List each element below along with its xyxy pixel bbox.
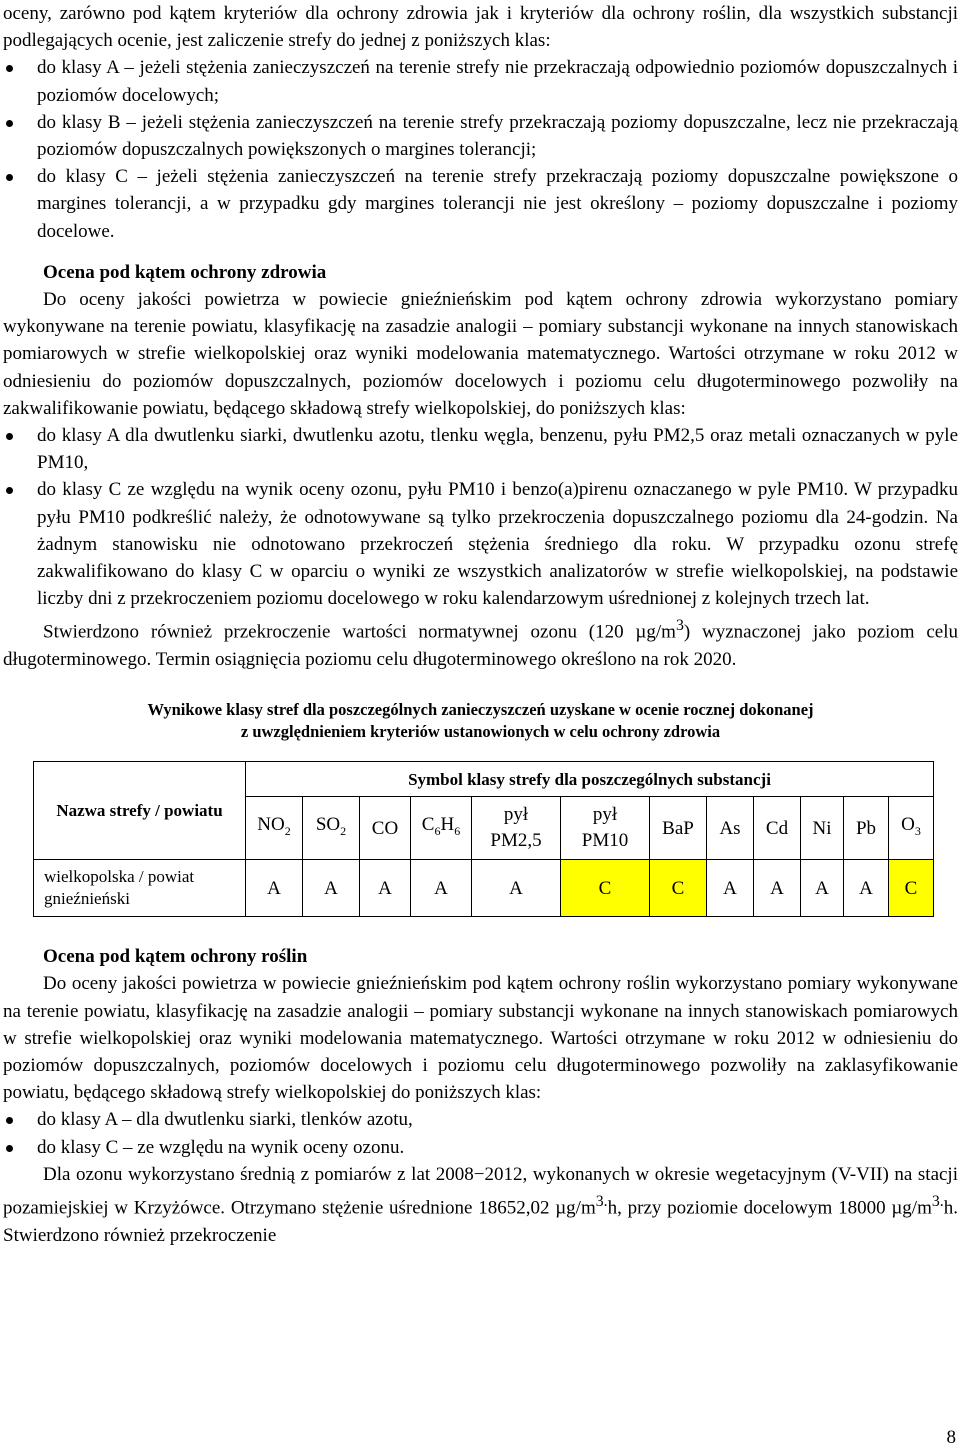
class-cell-highlighted: C (650, 860, 707, 917)
col-bap: BaP (650, 797, 707, 860)
col-no2: $NO_2$ (246, 797, 303, 860)
ozone-paragraph: Dla ozonu wykorzystano średnią z pomiarów z lat 2008−2012, wykonanych w okresie wegetacyjnym (V-VII) na stacji pozamiejskiej w Krzyżówce. Otrzymano stężenie uśrednione 18652,02 $\mu g/m^{3.}h$, przy poziomie docelowym 18000 $\mu g/m^{3.}h$. Stwierdzono również przekroczenie (3, 1163, 958, 1246)
health-closing-paragraph: Stwierdzono również przekroczenie wartości normatywnej ozonu (120 $\mu g/m^3$) wyznaczonej jako poziom celu długoterminowego. Termin osiągnięcia poziomu celu długoterminowego określono na rok 2020. (3, 617, 959, 670)
class-cell: A (411, 860, 472, 917)
section-heading-plants: Ocena pod kątem ochrony roślin (43, 946, 308, 968)
list-item: do klasy C – jeżeli stężenia zanieczyszczeń na terenie strefy przekraczają poziomy dopuszczalne powiększone o margines tolerancji, a w przypadku gdy margines tolerancji nie jest określony – poziomy dopuszczalne i poziomy docelowe. (3, 163, 958, 245)
health-classes-list (3, 422, 958, 612)
col-pb: Pb (844, 797, 889, 860)
class-cell: A (801, 860, 844, 917)
col-o3: $O_3$ (889, 797, 934, 860)
class-cell: A (246, 860, 303, 917)
intro-paragraph: oceny, zarówno pod kątem kryteriów dla ochrony zdrowia jak i kryteriów dla ochrony roślin, dla wszystkich substancji podlegających ocenie, jest zaliczenie strefy do jednej z poniższych klas: (3, 3, 958, 52)
col-cd: Cd (754, 797, 801, 860)
health-paragraph: Do oceny jakości powietrza w powiecie gnieźnieńskim pod kątem ochrony zdrowia wykorzystano pomiary wykonywane na terenie powiatu, klasyfikację na zasadzie analogii – pomiary substancji wykonane na innych stanowiskach pomiarowych w strefie wielkopolskiej oraz wyniki modelowania matematycznego. Wartości otrzymane w roku 2012 w odniesieniu do poziomów dopuszczalnych, poziomów docelowych i poziomu celu długoterminowego pozwoliły na zakwalifikowanie powiatu, będącego składową strefy wielkopolskiej, do poniższych klas: (3, 289, 958, 419)
results-table (33, 761, 934, 917)
col-so2: $SO_2$ (303, 797, 360, 860)
zone-name-header: Nazwa strefy / powiatu (34, 762, 246, 860)
zone-name-cell: wielkopolska / powiat gnieźnieński (34, 860, 246, 917)
classes-list (3, 54, 958, 244)
col-co: CO (360, 797, 411, 860)
document-page (3, 0, 958, 1249)
table-caption: Wynikowe klasy stref dla poszczególnych zanieczyszczeń uzyskane w ocenie rocznej dokonanej z uwzględnieniem kryteriów ustanowionych w celu ochrony zdrowia (147, 700, 814, 742)
col-ni: Ni (801, 797, 844, 860)
class-cell: A (303, 860, 360, 917)
class-symbol-header: Symbol klasy strefy dla poszczególnych substancji (246, 762, 934, 797)
list-item: do klasy C ze względu na wynik oceny ozonu, pyłu PM10 i benzo(a)pirenu oznaczanego w pyle PM10. W przypadku pyłu PM10 podkreślić należy, że odnotowywane są tylko przekroczenia dopuszczalnego poziomu dla 24-godzin. Na żadnym stanowisku nie odnotowano przekroczeń stężenia średniego dla roku. W przypadku ozonu strefę zakwalifikowano do klasy C w oparciu o wyniki ze wszystkich analizatorów w strefie wielkopolskiej, na podstawie liczby dni z przekroczeniem poziomu docelowego w roku kalendarzowym uśrednionej z kolejnych trzech lat. (3, 476, 958, 612)
section-heading-health: Ocena pod kątem ochrony zdrowia (43, 261, 327, 283)
list-item: do klasy B – jeżeli stężenia zanieczyszczeń na terenie strefy przekraczają poziomy dopuszczalne, lecz nie przekraczają poziomów dopuszczalnych powiększonych o margines tolerancji; (3, 109, 958, 163)
class-cell: A (844, 860, 889, 917)
class-cell: A (707, 860, 754, 917)
col-c6h6: $C_6H_6$ (411, 797, 472, 860)
list-item: do klasy C – ze względu na wynik oceny ozonu. (3, 1134, 958, 1161)
list-item: do klasy A – jeżeli stężenia zanieczyszczeń na terenie strefy nie przekraczają odpowiednio poziomów dopuszczalnych i poziomów docelowych; (3, 54, 958, 108)
class-cell-highlighted: C (561, 860, 650, 917)
list-item: do klasy A dla dwutlenku siarki, dwutlenku azotu, tlenku węgla, benzenu, pyłu PM2,5 oraz metali oznaczanych w pyle PM10, (3, 422, 958, 476)
class-cell: A (754, 860, 801, 917)
plants-classes-list (3, 1106, 958, 1160)
list-item: do klasy A – dla dwutlenku siarki, tlenków azotu, (3, 1106, 958, 1133)
col-pm25: pył PM2,5 (472, 797, 561, 860)
col-pm10: pył PM10 (561, 797, 650, 860)
page-number: 8 (946, 1427, 956, 1448)
class-cell: A (360, 860, 411, 917)
class-cell-highlighted: C (889, 860, 934, 917)
col-as: As (707, 797, 754, 860)
plants-paragraph: Do oceny jakości powietrza w powiecie gnieźnieńskim pod kątem ochrony roślin wykorzystano pomiary wykonywane na terenie powiatu, klasyfikację na zasadzie analogii – pomiary substancji wykonane na innych stanowiskach pomiarowych w strefie wielkopolskiej oraz wyniki modelowania matematycznego. Wartości otrzymane w roku 2012 w odniesieniu do poziomów dopuszczalnych, poziomów docelowych i poziomu celu długoterminowego pozwoliły na zaklasyfikowanie powiatu, będącego składową strefy wielkopolskiej do poniższych klas: (3, 973, 958, 1104)
class-cell: A (472, 860, 561, 917)
